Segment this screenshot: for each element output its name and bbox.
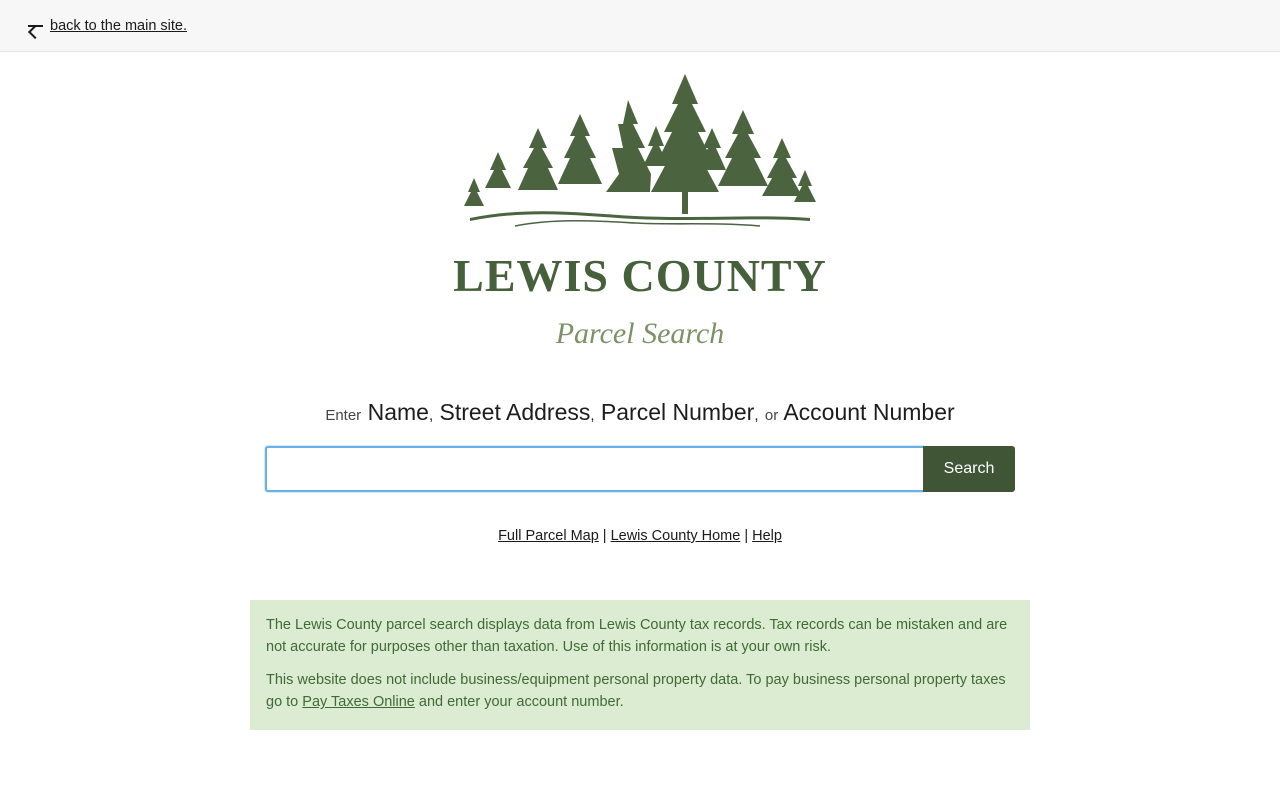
branding-block [430, 66, 850, 349]
prompt-option-account-number: Account Number [783, 399, 955, 425]
help-link[interactable]: Help [752, 528, 782, 544]
full-parcel-map-link[interactable]: Full Parcel Map [498, 528, 599, 544]
prompt-lead: Enter [325, 407, 362, 424]
prompt-comma-2: , [590, 407, 595, 424]
page-content [0, 52, 1280, 730]
search-input[interactable] [265, 446, 923, 492]
disclaimer-paragraph-2 [266, 669, 1014, 714]
left-arrow-icon [28, 20, 44, 32]
search-prompt [325, 401, 954, 424]
link-separator-1: | [602, 528, 607, 544]
lewis-county-home-link[interactable]: Lewis County Home [610, 528, 741, 544]
pay-taxes-online-link[interactable]: Pay Taxes Online [302, 694, 415, 711]
disclaimer-text-before-link: This website does not include business/equipment personal property data. To pay business personal property taxes go to [266, 671, 1006, 711]
prompt-comma-3: , [754, 407, 759, 424]
back-to-main-site-link[interactable] [28, 18, 187, 34]
prompt-option-parcel-number: Parcel Number [600, 399, 755, 425]
page-subtitle: Parcel Search [555, 317, 725, 350]
quick-links [498, 528, 782, 544]
disclaimer-paragraph-1: The Lewis County parcel search displays data from Lewis County tax records. Tax records can be mistaken and are not accurate for purposes other than taxation. Use of this information is at your own risk. [266, 617, 1008, 656]
prompt-option-name: Name [367, 399, 429, 425]
prompt-option-street-address: Street Address [439, 399, 591, 425]
top-bar [0, 0, 1280, 52]
disclaimer-notice [250, 600, 1030, 730]
pine-trees-logo [460, 66, 820, 231]
link-separator-2: | [744, 528, 749, 544]
prompt-or: or [764, 407, 779, 424]
page-title: LEWIS COUNTY [453, 250, 827, 301]
disclaimer-text-after-link: and enter your account number. [414, 694, 624, 711]
search-bar [265, 446, 1015, 492]
back-to-main-site-label: back to the main site. [50, 17, 188, 34]
prompt-comma-1: , [428, 407, 434, 424]
search-button[interactable]: Search [923, 446, 1015, 492]
